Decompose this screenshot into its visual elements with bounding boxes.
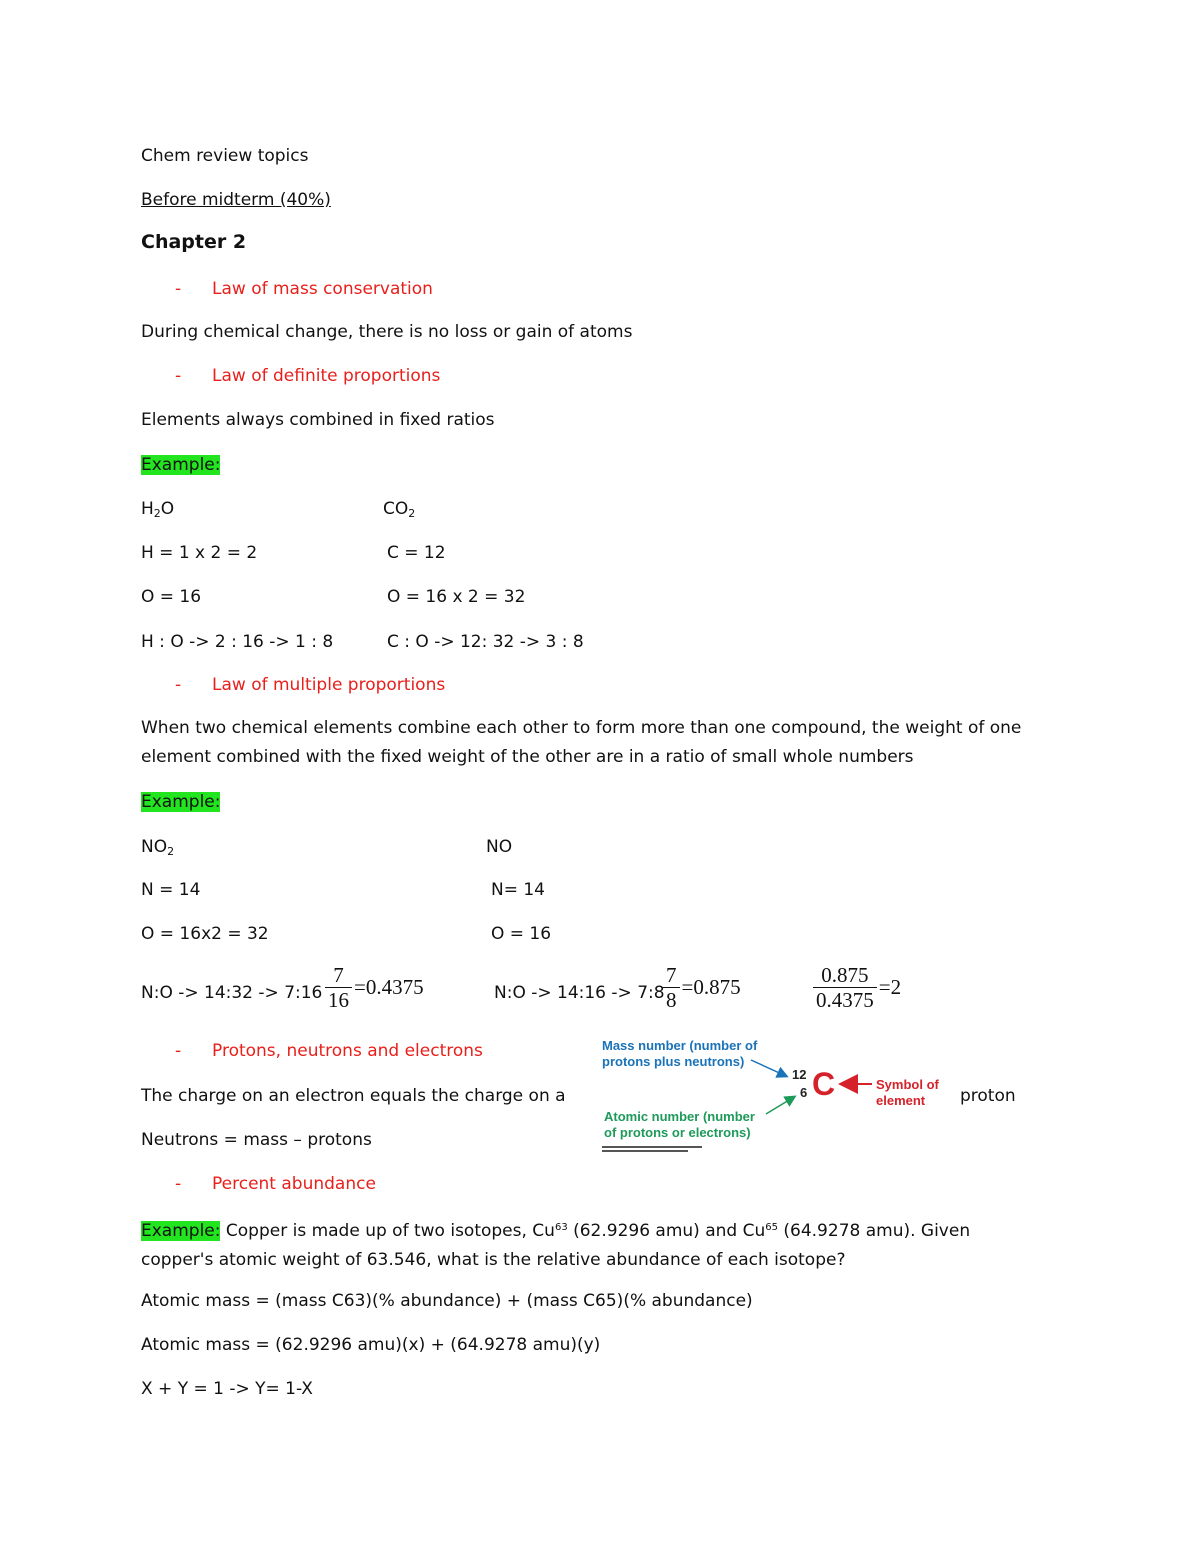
h2o-line-2: O = 16 (141, 587, 202, 607)
co2-line-1: C = 12 (387, 543, 446, 563)
multiple-proportions-text: When two chemical elements combine each other to form more than one compound, the weight of one element combined with the fixed weight of the other are in a ratio of small whole numbers (141, 718, 1022, 767)
atomic-notation-diagram (598, 1034, 958, 1164)
doc-title: Chem review topics (141, 146, 309, 166)
no2-ratio: N:O -> 14:32 -> 7:16 (141, 983, 323, 1003)
bullet-text: Percent abundance (212, 1174, 376, 1194)
h2o-line-1: H = 1 x 2 = 2 (141, 543, 258, 563)
example-label-2 (141, 791, 220, 813)
fraction-result: =0.4375 (354, 975, 424, 999)
bullet-dash: - (175, 1174, 182, 1194)
fraction-denominator: 0.4375 (813, 987, 877, 1011)
formula-co2: $CO_2$ (383, 499, 416, 520)
bullet-text: Protons, neutrons and electrons (212, 1041, 483, 1061)
bullet-dash: - (175, 279, 182, 299)
xy-equation: X + Y = 1 -> Y= 1-X (141, 1379, 313, 1399)
formula-no2: $NO_2$ (141, 837, 175, 858)
fraction-denominator: 8 (663, 987, 680, 1011)
chapter-heading: Chapter 2 (141, 231, 247, 253)
symbol-label: Symbol of element (876, 1077, 939, 1108)
formula-h2o: $H_2O$ (141, 499, 175, 520)
mass-number: 12 (792, 1067, 807, 1082)
charge-text: The charge on an electron equals the charge on a (141, 1086, 566, 1106)
mass-conservation-text: During chemical change, there is no loss or gain of atoms (141, 322, 633, 342)
bullet-dash: - (175, 675, 182, 695)
highlighted-example: Example: (141, 455, 221, 475)
bullet-dash: - (175, 1041, 182, 1061)
bullet-dash: - (175, 366, 182, 386)
fraction-numerator: 0.875 (821, 963, 869, 987)
fraction-ratio-final (813, 964, 901, 1011)
example-label-1 (141, 454, 220, 476)
section-heading: Before midterm (40%) (141, 190, 331, 210)
co2-ratio: C : O -> 12: 32 -> 3 : 8 (387, 632, 584, 652)
fraction-result: =2 (878, 975, 902, 999)
highlighted-example: Example: (141, 1221, 221, 1241)
highlighted-example: Example: (141, 792, 221, 812)
fraction-numerator: 7 (333, 963, 344, 987)
atomic-mass-values: Atomic mass = (62.9296 amu)(x) + (64.9278 amu)(y) (141, 1335, 601, 1355)
element-symbol: C (812, 1066, 836, 1102)
mass-number-label: Mass number (number of protons plus neutrons) (602, 1038, 758, 1069)
atomic-number: 6 (800, 1085, 808, 1100)
fraction-numerator: 7 (666, 963, 677, 987)
atomic-number-label: Atomic number (number of protons or electrons) (604, 1109, 755, 1140)
charge-tail: proton (960, 1086, 1016, 1106)
no2-line-1: N = 14 (141, 880, 201, 900)
fraction-denominator: 16 (325, 987, 352, 1011)
atomic-mass-formula: Atomic mass = (mass C63)(% abundance) + (mass C65)(% abundance) (141, 1291, 753, 1311)
fraction-7-8 (663, 964, 741, 1011)
no-ratio: N:O -> 14:16 -> 7:8 (494, 983, 665, 1003)
definite-text: Elements always combined in fixed ratios (141, 410, 495, 430)
formula-no: NO (486, 837, 513, 857)
no-line-1: N= 14 (491, 880, 545, 900)
fraction-7-16 (325, 964, 424, 1011)
abundance-example: Example: Copper is made up of two isotopes, Cu$^{63}$ (62.9296 amu) and Cu$^{65}$ (64.9278 amu). Given copper's atomic weight of 63.546, what is the relative abundance of each isotope? (141, 1221, 971, 1270)
bullet-text: Law of definite proportions (212, 366, 441, 386)
neutrons-text: Neutrons = mass – protons (141, 1130, 372, 1150)
bullet-text: Law of mass conservation (212, 279, 433, 299)
fraction-result: =0.875 (681, 975, 741, 999)
no2-line-2: O = 16x2 = 32 (141, 924, 269, 944)
co2-line-2: O = 16 x 2 = 32 (387, 587, 526, 607)
h2o-ratio: H : O -> 2 : 16 -> 1 : 8 (141, 632, 334, 652)
image-credit-lines (602, 1146, 706, 1154)
no-line-2: O = 16 (491, 924, 552, 944)
atomic-number-arrow (766, 1097, 794, 1114)
bullet-text: Law of multiple proportions (212, 675, 446, 695)
